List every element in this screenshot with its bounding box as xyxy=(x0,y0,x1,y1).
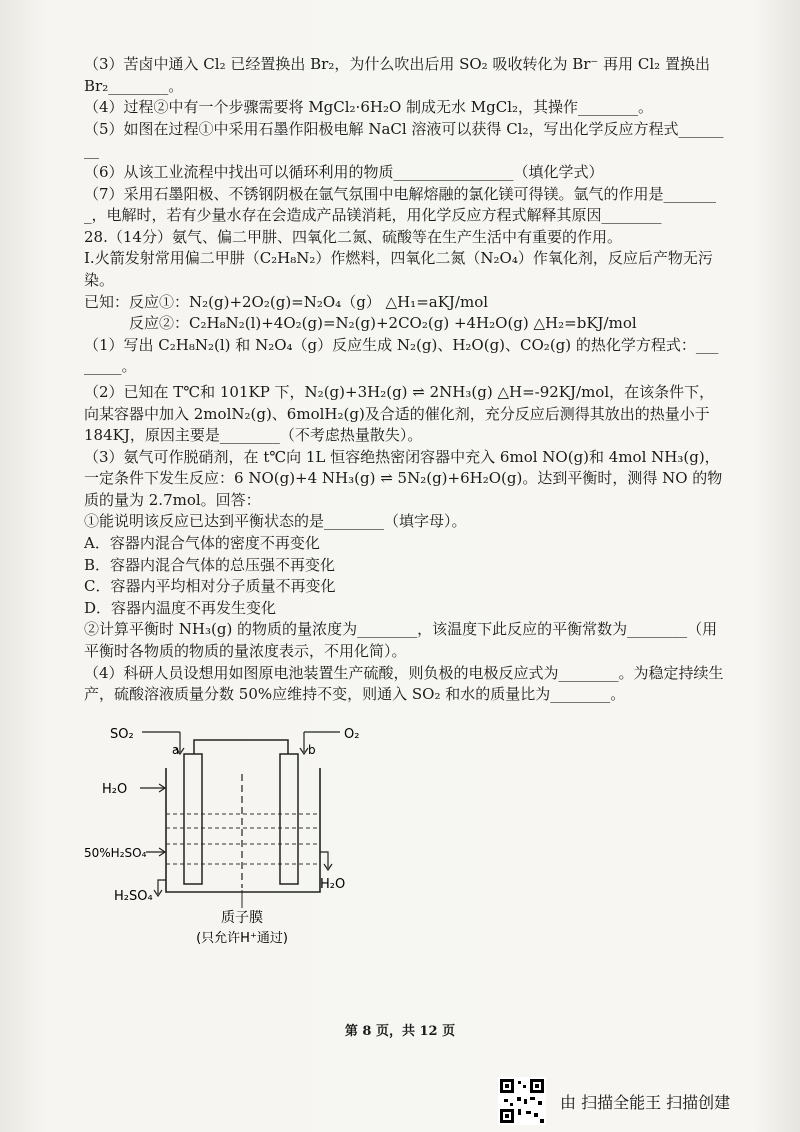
h2so4-50-label: 50%H₂SO₄ xyxy=(84,846,147,860)
q28-2-text: （2）已知在 T℃和 101KP 下，N₂(g)+3H₂(g) ⇌ 2NH₃(g) △H=-92KJ/mol，在该条件下，向某容器中加入 2molN₂(g)、6molH₂(g)及合适的催化剂，充分反应后测得其放出的热量小于 184KJ，原因主要是________（不考虑热量散失）。 xyxy=(84,382,715,445)
page-number: 第 8 页，共 12 页 xyxy=(344,1024,456,1039)
h2o-outlet-line xyxy=(320,852,328,868)
known-reaction-2: 反应②：C₂H₈N₂(l)+4O₂(g)=N₂(g)+2CO₂(g) +4H₂O(g) △H₂=bKJ/mol xyxy=(84,314,637,333)
q5-text: （5）如图在过程①中采用石墨作阳极电解 NaCl 溶液可以获得 Cl₂，写出化学反应方程式________ xyxy=(84,119,724,160)
membrane-label: 质子膜 xyxy=(221,910,263,926)
q6-text: （6）从该工业流程中找出可以循环利用的物质________________（填化学式） xyxy=(84,162,604,181)
h2o-inlet-label: H₂O xyxy=(102,782,128,797)
so2-label: SO₂ xyxy=(110,727,134,742)
h2so4-outlet-label: H₂SO₄ xyxy=(114,889,153,904)
battery-diagram xyxy=(84,722,374,952)
cell-container xyxy=(166,768,320,892)
known-reaction-1: 已知：反应①：N₂(g)+2O₂(g)=N₂O₄（g） △H₁=aKJ/mol xyxy=(84,292,489,311)
q28-4-text: （4）科研人员设想用如图原电池装置生产硫酸，则负极的电极反应式为________。为稳定持续生产，硫酸溶液质量分数 50%应维持不变，则通入 SO₂ 和水的质量比为________。 xyxy=(84,663,724,704)
option-c: C．容器内平均相对分子质量不再变化 xyxy=(84,577,336,596)
h2o-outlet-label: H₂O xyxy=(320,877,346,892)
electrode-a xyxy=(184,754,202,884)
h2so4-outlet-line xyxy=(158,880,166,894)
scanner-watermark xyxy=(498,1076,798,1126)
q7-text: （7）采用石墨阳极、不锈钢阴极在氩气氛围中电解熔融的氯化镁可得镁。氩气的作用是________，电解时，若有少量水存在会造成产品镁消耗，用化学反应方程式解释其原因________ xyxy=(84,184,717,225)
battery-diagram-svg xyxy=(84,722,374,952)
scanner-text: 由 扫描全能王 扫描创建 xyxy=(560,1092,731,1112)
q4-text: （4）过程②中有一个步骤需要将 MgCl₂·6H₂O 制成无水 MgCl₂，其操作________。 xyxy=(84,98,654,117)
electrode-a-label: a xyxy=(172,743,180,757)
q3-text: （3）苦卤中通入 Cl₂ 已经置换出 Br₂，为什么吹出后用 SO₂ 吸收转化为 Br⁻ 再用 Cl₂ 置换出 Br₂________。 xyxy=(84,55,710,95)
external-wire xyxy=(194,740,288,754)
membrane-note: (只允许H⁺通过) xyxy=(196,931,288,946)
q28-3-sub2: ②计算平衡时 NH₃(g) 的物质的量浓度为________，该温度下此反应的平衡常数为________（用平衡时各物质的物质的量浓度表示，不用化简）。 xyxy=(84,620,718,661)
option-b: B．容器内混合气体的总压强不再变化 xyxy=(84,555,336,574)
q28-1-text: （1）写出 C₂H₈N₂(l) 和 N₂O₄（g）反应生成 N₂(g)、H₂O(g)、CO₂(g) 的热化学方程式：________。 xyxy=(84,335,719,376)
option-d: D．容器内温度不再发生变化 xyxy=(84,598,277,617)
question-text xyxy=(84,54,724,706)
o2-label: O₂ xyxy=(344,727,360,742)
option-a: A．容器内混合气体的密度不再变化 xyxy=(84,534,320,553)
electrode-b-label: b xyxy=(308,743,316,757)
q28-part1-intro: Ⅰ.火箭发射常用偏二甲肼（C₂H₈N₂）作燃料，四氧化二氮（N₂O₄）作氧化剂，反应后产物无污染。 xyxy=(84,249,713,289)
qr-code-icon xyxy=(498,1077,546,1125)
q28-heading: 28.（14分）氨气、偏二甲肼、四氧化二氮、硫酸等在生产生活中有重要的作用。 xyxy=(84,227,622,246)
q28-3-text: （3）氨气可作脱硝剂，在 t℃向 1L 恒容绝热密闭容器中充入 6mol NO(g)和 4mol NH₃(g)，一定条件下发生反应：6 NO(g)+4 NH₃(g) ⇌ 5N₂(g)+6H₂O(g)。达到平衡时，测得 NO 的物质的量为 2.7mol。回答： xyxy=(84,447,723,509)
q28-3-sub1: ①能说明该反应已达到平衡状态的是________（填字母）。 xyxy=(84,512,467,531)
